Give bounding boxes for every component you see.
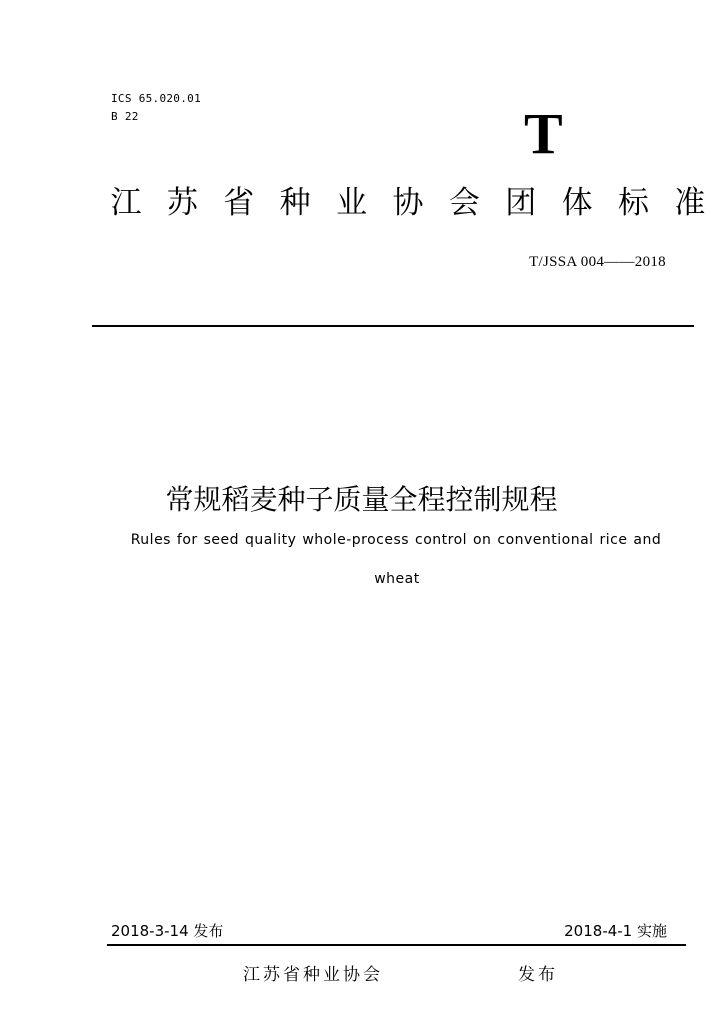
- org-char: 江: [110, 185, 142, 221]
- standard-type-letter: T: [524, 101, 563, 166]
- org-char: 标: [618, 185, 650, 221]
- org-char: 协: [392, 185, 424, 221]
- standard-number: T/JSSA 004——2018: [529, 254, 666, 270]
- top-divider: [92, 325, 694, 327]
- issuer-name: 江苏省种业协会: [243, 965, 383, 985]
- org-char: 苏: [166, 185, 198, 221]
- org-char: 省: [223, 185, 255, 221]
- implement-date: 2018-4-1 实施: [564, 922, 667, 940]
- org-char: 会: [448, 185, 480, 221]
- org-char: 种: [279, 185, 311, 221]
- org-char: 体: [561, 185, 593, 221]
- organization-standard-heading: [108, 183, 708, 223]
- ccs-code: B 22: [111, 110, 139, 123]
- org-char: 团: [505, 185, 537, 221]
- publish-date: 2018-3-14 发布: [111, 922, 224, 940]
- org-char: 准: [674, 185, 706, 221]
- ics-code: ICS 65.020.01: [111, 92, 201, 105]
- title-chinese: 常规稻麦种子质量全程控制规程: [165, 483, 558, 516]
- bottom-divider: [107, 944, 686, 946]
- title-english-line2: wheat: [374, 571, 420, 587]
- org-char: 业: [336, 185, 368, 221]
- issue-label: 发布: [518, 965, 558, 985]
- title-english-line1: Rules for seed quality whole-process control on conventional rice and: [130, 532, 662, 548]
